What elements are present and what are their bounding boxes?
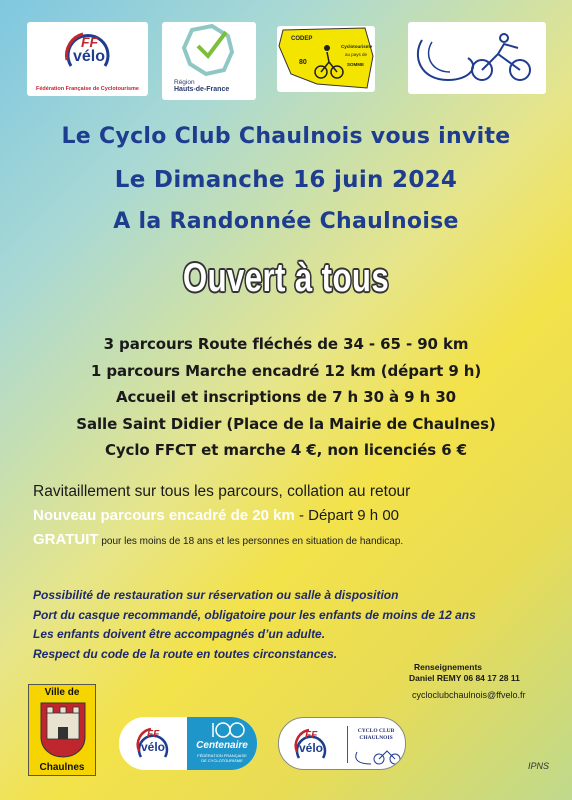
region-line1: Région [174,79,195,87]
velo-text: vélo [73,48,106,65]
new-route-depart: - Départ 9 h 00 [294,507,400,524]
codep-line3: au pays de [345,52,368,57]
region-caption [174,79,229,94]
event-info-list [0,331,572,464]
headline-open-to-all: Ouvert à tous [182,256,390,300]
centenaire-subtitle [187,754,257,763]
note-children: Les enfants doivent être accompagnés d’un adulte. [33,627,326,641]
france-map-icon [162,22,256,78]
ville-bottom-text: Chaulnes [39,762,85,773]
club-ff-text: FF [305,730,318,741]
title-line-1: Le Cyclo Club Chaulnois vous invite [61,124,511,149]
club-name-line1: CYCLO CLUB [357,728,395,734]
codep-line1: CODEP [291,36,313,42]
ville-chaulnes-logo [28,684,96,776]
hundred-wheels-icon [187,719,257,741]
contact-name-phone: Daniel REMY 06 84 17 28 11 [409,673,520,683]
ipns-mark: IPNS [528,761,550,771]
new-route-line [33,507,399,524]
region-logo [162,22,256,100]
note-restauration: Possibilité de restauration sur réservation ou salle à disposition [33,588,399,602]
title-line-2: Le Dimanche 16 juin 2024 [114,167,458,193]
title-line-3: A la Randonnée Chaulnoise [113,209,459,234]
ff-text: FF [81,34,99,50]
free-label: GRATUIT [33,531,99,548]
info-registration: Accueil et inscriptions de 7 h 30 à 9 h 30 [115,388,457,406]
codep-line4: SOMME [347,62,365,67]
info-routes: 3 parcours Route fléchés de 34 - 65 - 90 km [103,335,469,353]
codep-logo [277,26,375,92]
cyclist-swoosh-icon [408,22,546,94]
club-cyclist-icon [353,746,403,766]
club-velo-text: vélo [299,741,324,755]
info-venue: Salle Saint Didier (Place de la Mairie de Chaulnes) [76,414,496,433]
region-line2: Hauts-de-France [174,86,230,94]
contact-heading: Renseignements [414,662,483,672]
cyclo-club-chaulnois-logo [278,717,406,770]
coat-of-arms-icon [39,701,87,759]
contact-block [409,662,526,701]
club-name-line2: CHAULNOIS [359,734,393,741]
codep-line2: Cyclotourisme [341,44,373,49]
free-description: pour les moins de 18 ans et les personnes en situation de handicap. [98,536,404,547]
ffvelo-logo [27,22,148,96]
free-line [33,531,403,548]
note-road-code: Respect du code de la route en toutes circonstances. [33,646,338,661]
new-route-text: Nouveau parcours encadré de 20 km [33,507,295,524]
centenaire-ff-text: FF [147,729,160,740]
centenaire-sub2: DE CYCLOTOURISME [201,757,243,763]
ravito-text: Ravitaillement sur tous les parcours, collation au retour [33,483,411,500]
codep-num: 80 [299,59,307,66]
info-walk: 1 parcours Marche encadré 12 km (départ 9 h) [90,361,482,380]
ffvelo-caption: Fédération Française de Cyclotourisme [35,86,139,92]
ville-top-text: Ville de [44,687,80,698]
ffvelo-centenaire-logo [119,717,257,770]
cyclo-club-emblem [408,22,546,94]
club-name [353,728,399,741]
centenaire-sub1: FÉDÉRATION FRANÇAISE [197,753,247,758]
contact-email[interactable]: cycloclubchaulnois@ffvelo.fr [412,690,526,700]
centenaire-velo-text: vélo [141,740,166,754]
info-prices: Cyclo FFCT et marche 4 €, non licenciés 6 € [104,441,468,459]
notes-block [33,586,476,664]
centenaire-title: Centenaire [196,740,248,751]
note-helmet: Port du casque recommandé, obligatoire pour les enfants de moins de 12 ans [33,607,476,622]
somme-map-icon [277,26,375,92]
club-logo-divider [347,726,348,763]
